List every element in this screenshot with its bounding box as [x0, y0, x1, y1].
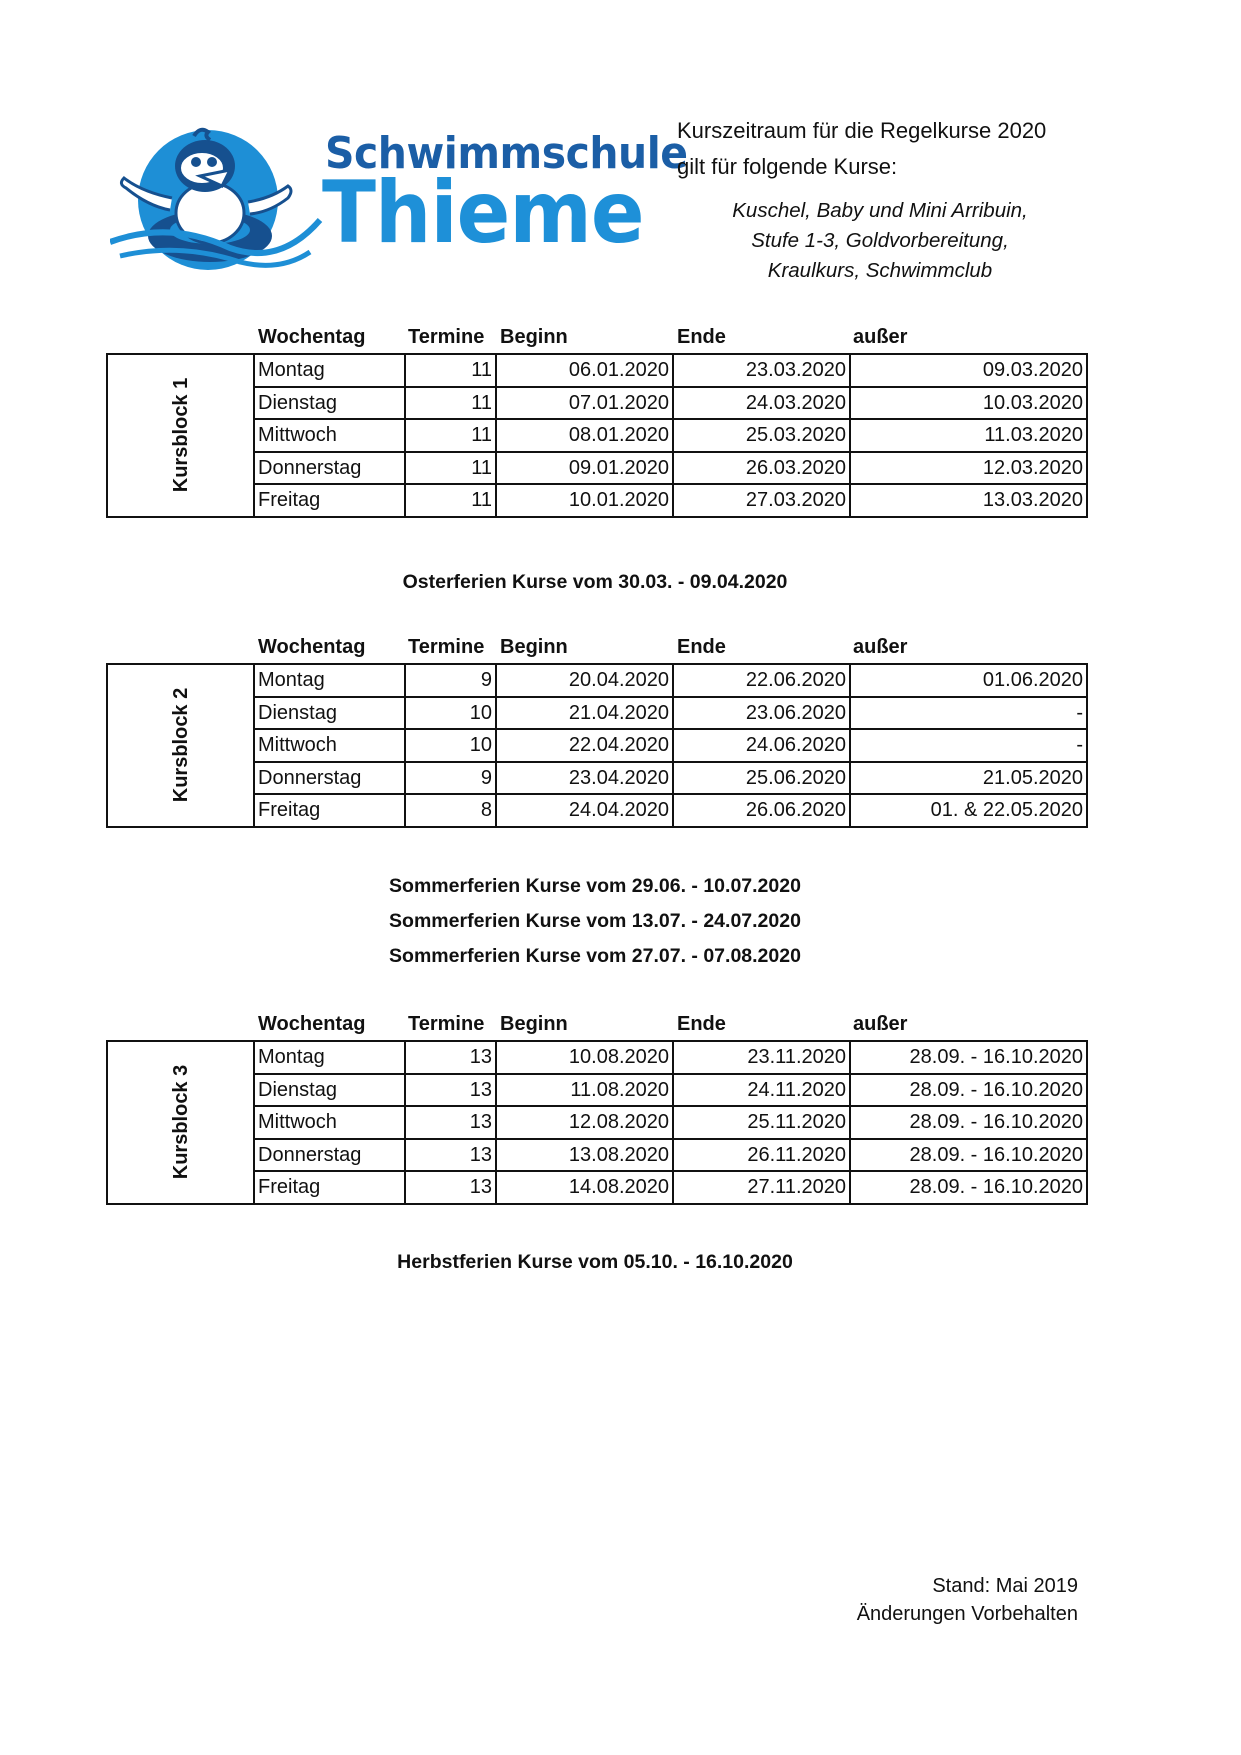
cell-day: Mittwoch [254, 419, 405, 452]
cell-except: 12.03.2020 [850, 452, 1087, 485]
cell-sessions: 11 [405, 387, 496, 420]
cell-day: Freitag [254, 484, 405, 517]
table-row [107, 419, 1087, 452]
cell-sessions: 13 [405, 1171, 496, 1204]
logo-text-schwimmschule: Schwimmschule [325, 128, 688, 179]
cell-sessions: 13 [405, 1041, 496, 1074]
cell-end: 24.03.2020 [673, 387, 850, 420]
block-label: Kursblock 2 [169, 688, 192, 803]
table-row [107, 1074, 1087, 1107]
table-row [107, 387, 1087, 420]
cell-sessions: 11 [405, 354, 496, 387]
table-row [107, 697, 1087, 730]
column-header-ausser: außer [853, 326, 908, 348]
cell-start: 12.08.2020 [496, 1106, 673, 1139]
cell-day: Donnerstag [254, 762, 405, 795]
logo-text-thieme: Thieme [322, 163, 644, 263]
cell-start: 07.01.2020 [496, 387, 673, 420]
status-date: Stand: Mai 2019 [932, 1575, 1078, 1597]
cell-except: 28.09. - 16.10.2020 [850, 1139, 1087, 1172]
cell-sessions: 9 [405, 762, 496, 795]
cell-except: - [850, 729, 1087, 762]
cell-end: 26.11.2020 [673, 1139, 850, 1172]
table-row [107, 1106, 1087, 1139]
cell-end: 26.03.2020 [673, 452, 850, 485]
cell-except: - [850, 697, 1087, 730]
table-row [107, 794, 1087, 827]
table-row [107, 484, 1087, 517]
cell-except: 28.09. - 16.10.2020 [850, 1074, 1087, 1107]
cell-end: 27.03.2020 [673, 484, 850, 517]
table-row [107, 762, 1087, 795]
cell-start: 13.08.2020 [496, 1139, 673, 1172]
disclaimer: Änderungen Vorbehalten [856, 1603, 1078, 1625]
cell-sessions: 10 [405, 729, 496, 762]
intro-subheading: gilt für folgende Kurse: [677, 154, 898, 179]
cell-day: Dienstag [254, 697, 405, 730]
block-label-cell [107, 664, 254, 827]
column-header-beginn: Beginn [500, 636, 568, 658]
block-label-cell [107, 1041, 254, 1204]
column-header-ende: Ende [677, 636, 726, 658]
autumn-holiday-note: Herbstferien Kurse vom 05.10. - 16.10.2020 [397, 1251, 793, 1273]
cell-day: Freitag [254, 794, 405, 827]
cell-day: Montag [254, 354, 405, 387]
cell-sessions: 13 [405, 1139, 496, 1172]
cell-except: 09.03.2020 [850, 354, 1087, 387]
table-row [107, 664, 1087, 697]
course-list-line: Stufe 1-3, Goldvorbereitung, [751, 229, 1009, 252]
cell-end: 25.11.2020 [673, 1106, 850, 1139]
cell-except: 28.09. - 16.10.2020 [850, 1171, 1087, 1204]
cell-start: 06.01.2020 [496, 354, 673, 387]
block-label: Kursblock 3 [169, 1065, 192, 1180]
table-row [107, 1041, 1087, 1074]
cell-end: 22.06.2020 [673, 664, 850, 697]
cell-start: 14.08.2020 [496, 1171, 673, 1204]
column-header-beginn: Beginn [500, 326, 568, 348]
column-header-wochentag: Wochentag [258, 326, 366, 348]
column-header-termine: Termine [408, 636, 485, 658]
cell-start: 21.04.2020 [496, 697, 673, 730]
summer-holiday-note-2: Sommerferien Kurse vom 13.07. - 24.07.2020 [389, 910, 801, 932]
table-row [107, 729, 1087, 762]
summer-holiday-note-3: Sommerferien Kurse vom 27.07. - 07.08.2020 [389, 945, 801, 967]
cell-day: Dienstag [254, 387, 405, 420]
column-header-termine: Termine [408, 326, 485, 348]
cell-day: Donnerstag [254, 452, 405, 485]
cell-start: 10.08.2020 [496, 1041, 673, 1074]
cell-start: 24.04.2020 [496, 794, 673, 827]
cell-day: Mittwoch [254, 729, 405, 762]
table-row [107, 452, 1087, 485]
course-list-line: Kraulkurs, Schwimmclub [767, 259, 993, 282]
cell-except: 01.06.2020 [850, 664, 1087, 697]
cell-sessions: 11 [405, 452, 496, 485]
cell-end: 25.03.2020 [673, 419, 850, 452]
cell-end: 23.11.2020 [673, 1041, 850, 1074]
cell-start: 09.01.2020 [496, 452, 673, 485]
cell-start: 22.04.2020 [496, 729, 673, 762]
easter-holiday-note: Osterferien Kurse vom 30.03. - 09.04.2020 [402, 571, 788, 593]
cell-start: 10.01.2020 [496, 484, 673, 517]
penguin-mascot-icon [110, 118, 325, 278]
table-row [107, 1139, 1087, 1172]
cell-start: 23.04.2020 [496, 762, 673, 795]
cell-end: 26.06.2020 [673, 794, 850, 827]
cell-day: Donnerstag [254, 1139, 405, 1172]
cell-except: 28.09. - 16.10.2020 [850, 1041, 1087, 1074]
cell-except: 11.03.2020 [850, 419, 1087, 452]
table-row [107, 1171, 1087, 1204]
intro-heading: Kurszeitraum für die Regelkurse 2020 [677, 118, 1047, 143]
column-header-beginn: Beginn [500, 1013, 568, 1035]
cell-day: Montag [254, 664, 405, 697]
cell-end: 24.11.2020 [673, 1074, 850, 1107]
schedule-table-block-1 [106, 353, 1088, 518]
cell-end: 25.06.2020 [673, 762, 850, 795]
cell-end: 23.03.2020 [673, 354, 850, 387]
cell-sessions: 8 [405, 794, 496, 827]
course-list-line: Kuschel, Baby und Mini Arribuin, [732, 199, 1028, 222]
cell-day: Montag [254, 1041, 405, 1074]
cell-except: 28.09. - 16.10.2020 [850, 1106, 1087, 1139]
cell-sessions: 9 [405, 664, 496, 697]
column-header-termine: Termine [408, 1013, 485, 1035]
cell-day: Freitag [254, 1171, 405, 1204]
block-label-cell [107, 354, 254, 517]
column-header-wochentag: Wochentag [258, 636, 366, 658]
cell-day: Mittwoch [254, 1106, 405, 1139]
cell-start: 08.01.2020 [496, 419, 673, 452]
cell-start: 11.08.2020 [496, 1074, 673, 1107]
cell-sessions: 13 [405, 1074, 496, 1107]
cell-except: 10.03.2020 [850, 387, 1087, 420]
column-header-wochentag: Wochentag [258, 1013, 366, 1035]
cell-sessions: 13 [405, 1106, 496, 1139]
cell-end: 24.06.2020 [673, 729, 850, 762]
schedule-table-block-2 [106, 663, 1088, 828]
schedule-table-block-3 [106, 1040, 1088, 1205]
cell-except: 01. & 22.05.2020 [850, 794, 1087, 827]
school-logo [110, 118, 688, 278]
course-list [680, 196, 1080, 286]
cell-sessions: 11 [405, 484, 496, 517]
cell-end: 27.11.2020 [673, 1171, 850, 1204]
column-header-ausser: außer [853, 636, 908, 658]
column-header-ende: Ende [677, 326, 726, 348]
cell-except: 13.03.2020 [850, 484, 1087, 517]
cell-except: 21.05.2020 [850, 762, 1087, 795]
cell-start: 20.04.2020 [496, 664, 673, 697]
cell-end: 23.06.2020 [673, 697, 850, 730]
cell-day: Dienstag [254, 1074, 405, 1107]
column-header-ende: Ende [677, 1013, 726, 1035]
table-row [107, 354, 1087, 387]
cell-sessions: 10 [405, 697, 496, 730]
summer-holiday-note-1: Sommerferien Kurse vom 29.06. - 10.07.2020 [389, 875, 801, 897]
column-header-ausser: außer [853, 1013, 908, 1035]
block-label: Kursblock 1 [169, 378, 192, 493]
cell-sessions: 11 [405, 419, 496, 452]
